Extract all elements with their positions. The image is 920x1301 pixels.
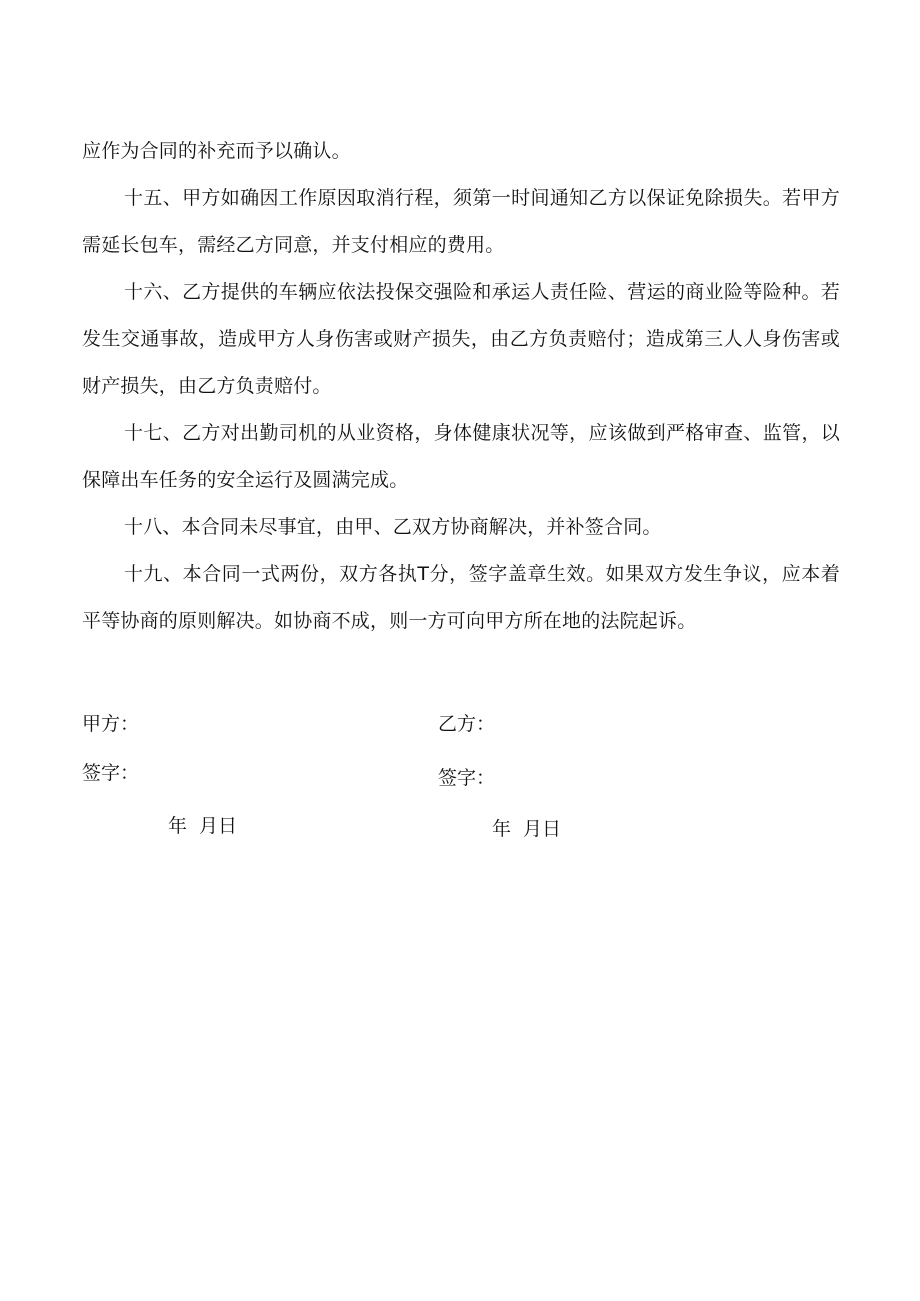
clause-17: 十七、乙方对出勤司机的从业资格，身体健康状况等，应该做到严格审查、监管，以保障出车任务的安全运行及圆满完成。 [82,422,840,491]
party-b-signature-label: 签字： [438,767,496,789]
party-a-label: 甲方： [82,713,140,735]
clause-continuation: 应作为合同的补充而予以确认。 [82,140,351,162]
clause-19: 十九、本合同一式两份，双方各执T分，签字盖章生效。如果双方发生争议，应本着平等协商的原则解决。如协商不成，则一方可向甲方所在地的法院起诉。 [82,563,840,632]
contract-body [82,128,840,645]
clause-16: 十六、乙方提供的车辆应依法投保交强险和承运人责任险、营运的商业险等险种。若发生交通事故，造成甲方人身伤害或财产损失，由乙方负责赔付；造成第三人人身伤害或财产损失，由乙方负责赔付。 [82,281,840,397]
party-b-date: 年 月日 [492,818,562,840]
party-a-signature-label: 签字： [82,762,140,784]
party-a-date: 年 月日 [168,815,238,837]
party-b-label: 乙方： [438,713,496,735]
clause-18: 十八、本合同未尽事宜，由甲、乙双方协商解决，并补签合同。 [124,516,662,538]
clause-15: 十五、甲方如确因工作原因取消行程，须第一时间通知乙方以保证免除损失。若甲方需延长包车，需经乙方同意，并支付相应的费用。 [82,187,840,256]
